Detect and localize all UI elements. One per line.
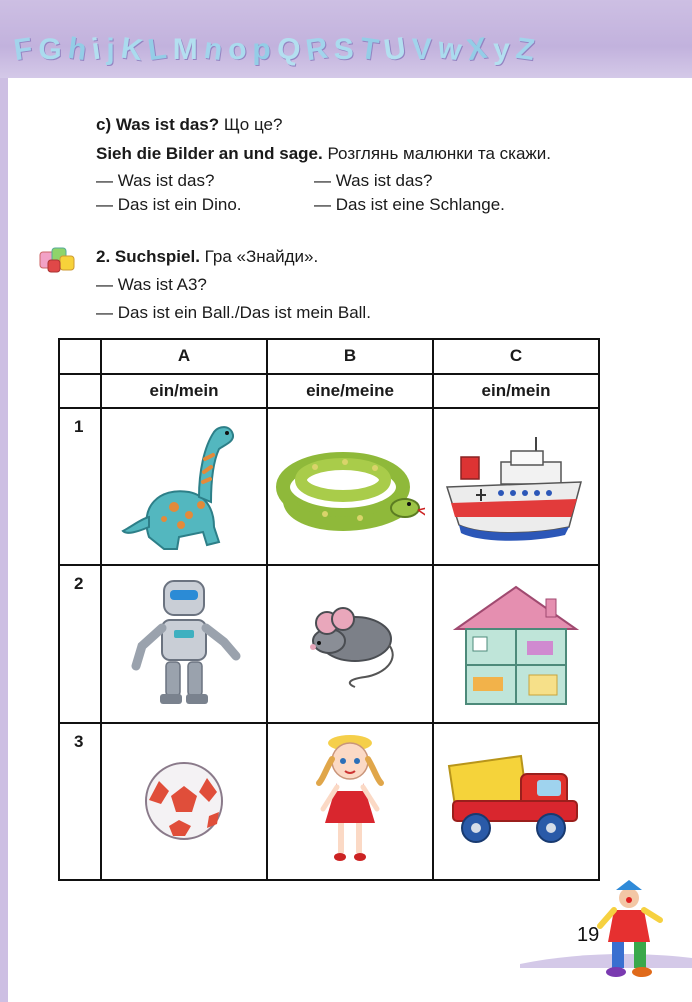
snake-illustration: [275, 432, 425, 542]
banner-letter: p: [252, 33, 271, 66]
banner-letter: G: [38, 33, 62, 66]
doll-illustration: [305, 731, 395, 871]
exercise-c-instruction: [96, 141, 551, 167]
banner-letter: X: [464, 31, 490, 68]
table-row: [59, 565, 599, 722]
row-number: 2: [59, 565, 101, 722]
banner-letter: S: [333, 33, 354, 66]
dialog-line-2: [96, 195, 505, 215]
dollhouse-illustration: [451, 579, 581, 709]
column-header-c: C: [433, 339, 599, 374]
page-number: 19: [577, 924, 600, 946]
banner-letter: j: [106, 33, 115, 66]
banner-letter: F: [11, 31, 35, 68]
exercise-2-question: — Was ist A3?: [96, 275, 207, 294]
mouse-illustration: [295, 599, 405, 689]
row-number: 3: [59, 723, 101, 880]
banner-letter: T: [357, 31, 381, 68]
cell-c1: [433, 408, 599, 565]
row-number: 1: [59, 408, 101, 565]
exercise-2-title-ua: Гра «Знайди».: [199, 247, 319, 266]
exercise-c-title-ua: Що це?: [219, 115, 283, 134]
column-letters-row: [59, 339, 599, 374]
article-a: ein/mein: [101, 374, 267, 409]
article-b: eine/meine: [267, 374, 433, 409]
dialog-question-right: — Was ist das?: [314, 171, 433, 190]
dinosaur-illustration: [119, 417, 249, 557]
instruction-ua: Розглянь малюнки та скажи.: [322, 144, 552, 163]
exercise-c-title: [96, 112, 282, 138]
dialog-question-left: — Was ist das?: [96, 171, 215, 190]
exercise-2-title: [96, 244, 318, 270]
exercise-2-answer: — Das ist ein Ball./Das ist mein Ball.: [96, 303, 371, 322]
dialog-answer-left: — Das ist ein Dino.: [96, 195, 242, 214]
ball-illustration: [139, 756, 229, 846]
banner-letter: L: [146, 31, 169, 68]
article-c: ein/mein: [433, 374, 599, 409]
cell-b1: [267, 408, 433, 565]
cell-a2: [101, 565, 267, 722]
clown-mascot-illustration: [594, 880, 664, 980]
corner-cell: [59, 374, 101, 409]
game-cubes-icon: [38, 244, 78, 276]
toy-truck-illustration: [441, 746, 591, 856]
cell-c3: [433, 723, 599, 880]
table-row: [59, 723, 599, 880]
banner-letter: U: [381, 31, 408, 68]
banner-letter: R: [303, 31, 330, 68]
search-game-table: [58, 338, 600, 881]
banner-letter: V: [411, 33, 432, 66]
ship-illustration: [441, 427, 591, 547]
alphabet-banner: [11, 26, 684, 74]
exercise-c-title-de: c) Was ist das?: [96, 115, 220, 134]
banner-letter: M: [172, 33, 198, 66]
banner-letter: o: [225, 31, 249, 68]
banner-letter: y: [493, 33, 510, 66]
column-header-b: B: [267, 339, 433, 374]
table-row: [59, 408, 599, 565]
column-header-a: A: [101, 339, 267, 374]
cell-c2: [433, 565, 599, 722]
corner-cell: [59, 339, 101, 374]
banner-letter: Z: [513, 31, 537, 68]
banner-letter: h: [65, 31, 89, 68]
cell-b2: [267, 565, 433, 722]
cell-a1: [101, 408, 267, 565]
instruction-de: Sieh die Bilder an und sage.: [96, 144, 323, 163]
cell-b3: [267, 723, 433, 880]
banner-letter: Q: [274, 31, 303, 68]
cell-a3: [101, 723, 267, 880]
left-margin-stripe: [0, 78, 8, 1002]
banner-letter: w: [435, 31, 464, 68]
banner-letter: i: [89, 32, 103, 67]
robot-illustration: [124, 576, 244, 711]
banner-letter: K: [118, 31, 145, 68]
dialog-line-1: [96, 171, 432, 191]
header-band: [0, 0, 692, 78]
exercise-2-title-de: 2. Suchspiel.: [96, 247, 200, 266]
articles-row: [59, 374, 599, 409]
banner-letter: n: [201, 31, 225, 68]
dialog-answer-right: — Das ist eine Schlange.: [314, 195, 505, 214]
